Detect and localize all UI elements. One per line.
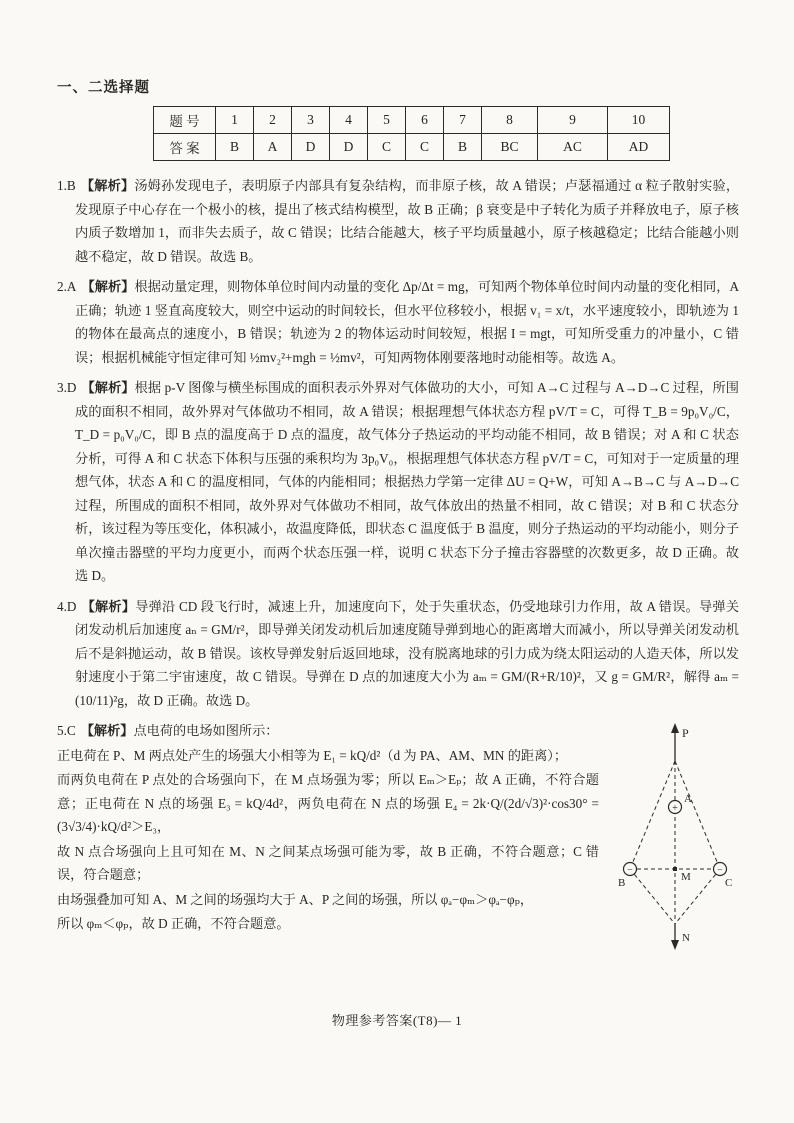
solution-5-paragraph: 故 N 点合场强向上且可知在 M、N 之间某点场强可能为零，故 B 正确，不符合题意；C 错误，符合题意； [57, 843, 599, 882]
solution-1 [57, 174, 739, 268]
field-arrow-up-head [671, 723, 679, 733]
solution-5-paragraph: 由场强叠加可知 A、M 之间的场强均大于 A、P 之间的场强，所以 φₐ−φₘ＞φₐ−φₚ， [57, 891, 534, 907]
solution-5-paragraph: 所以 φₘ＜φₚ，故 D 正确，不符合题意。 [57, 916, 290, 931]
section-title: 一、二选择题 [57, 80, 150, 96]
point-m-marker [673, 867, 677, 871]
solution-text: 导弹沿 CD 段飞行时，减速上升，加速度向下，处于失重状态，仍受地球引力作用，故 A 错误。导弹关闭发动机后加速度 aₙ = GM/r²，即导弹关闭发动机后加速度随导弹到地心的距离增大而减小，所以导弹关闭发动机后不是斜抛运动，故 B 错误。该枚导弹发射后返回地球，没有脱离地球的引力成为绕太阳运动的人造天体，所以发射速度小于第二宇宙速度，故 C 错误。导弹在 D 点的加速度大小为 aₘ = GM/(R+R/10)²，又 g = GM/R²，解得 aₘ = (10/11)²g，故 D 正确。故选 D。 [75, 598, 740, 708]
solution-5 [57, 719, 739, 944]
table-number-row-label: 题 号 [154, 107, 216, 134]
question-number: 4.D [57, 598, 77, 614]
label-c: C [725, 877, 733, 889]
answer-cell: AC [538, 134, 608, 161]
solution-5-paragraph: 正电荷在 P、M 两点处产生的场强大小相等为 E₁ = kQ/d²（d 为 PA、AM、MN 的距离）； [57, 747, 568, 763]
kite-edge-bn [630, 869, 675, 924]
page-footer: 物理参考答案(T8)— 1 [331, 1013, 463, 1028]
answer-cell: AD [608, 134, 670, 161]
page-content [57, 76, 739, 958]
plus-sign: + [672, 803, 678, 814]
label-m: M [681, 871, 691, 883]
answer-cell: B [444, 134, 482, 161]
charge-field-figure [611, 719, 739, 954]
answer-cell: A [254, 134, 292, 161]
solution-text: 根据动量定理，则物体单位时间内动量的变化 Δp/Δt = mg，可知两个物体单位时间内动量的变化相同，A 正确；轨迹 1 竖直高度较大，则空中运动的时间较长，但水平位移较小，根据 v₁ = x/t，水平速度较小，即轨迹为 1 的物体在最高点的速度小，B 错误；轨迹为 2 的物体运动时间较短，根据 I = mgt，可知所受重力的冲量小，C 错误；根据机械能守恒定律可知 ½mv₂²+mgh = ½mv²，可知两物体刚要落地时动能相等。故选 A。 [75, 279, 739, 365]
question-number-cell: 4 [330, 107, 368, 134]
solution-4 [57, 595, 739, 713]
solution-text: 汤姆孙发现电子，表明原子内部具有复杂结构，而非原子核，故 A 错误；卢瑟福通过 α 粒子散射实验，发现原子中心存在一个极小的核，提出了核式结构模型，故 B 正确；β 衰变是中子转化为质子并释放电子，原子核内质子数增加 1，而非失去质子，故 C 错误；比结合能越大，核子平均质量越小，原子核越稳定；比结合能越小则越不稳定，故 D 错误。故选 B。 [75, 178, 740, 264]
question-number-cell: 6 [406, 107, 444, 134]
answer-cell: BC [482, 134, 538, 161]
analysis-tag: 【解析】 [81, 598, 136, 614]
answer-cell: D [330, 134, 368, 161]
answer-cell: D [292, 134, 330, 161]
label-b: B [618, 877, 626, 889]
solution-3 [57, 376, 739, 588]
question-number: 1.B [57, 178, 76, 193]
question-number: 3.D [57, 380, 77, 395]
question-number-cell: 10 [608, 107, 670, 134]
solution-2 [57, 275, 739, 369]
question-number-cell: 3 [292, 107, 330, 134]
question-number-cell: 5 [368, 107, 406, 134]
question-number: 2.A [57, 279, 77, 294]
solution-text: 根据 p-V 图像与横坐标围成的面积表示外界对气体做功的大小，可知 A→C 过程与 A→D→C 过程，所围成的面积不相同，故外界对气体做功不相同，故 A 错误；根据理想气体状态方程 pV/T = C，可得 T_B = 9p₀V₀/C，T_D = p₀V₀/C，即 B 点的温度高于 D 点的温度，故气体分子热运动的平均动能不相同，故 B 错误；对 A 和 C 状态分析，可得 A 和 C 状态下体积与压强的乘积均为 3p₀V₀，根据理想气体状态方程 pV/T = C，可知对于一定质量的理想气体，状态 A 和 C 的温度相同，气体的内能相同；根据热力学第一定律 ΔU = Q+W，可知 A→B→C 与 A→D→C 过程，所围成的面积不相同，故外界对气体做功不相同，故气体放出的热量不相同，故 C 错误；对 B 和 C 状态分析，该过程为等压变化，体积减小，故温度降低，即状态 C 温度低于 B 温度，则分子热运动的平均动能小，则分子单次撞击器壁的平均力度更小，而两个状态压强一样，说明 C 状态下分子撞击容器壁的次数更多，故 D 正确。故选 D。 [75, 380, 739, 583]
solution-text: 点电荷的电场如图所示： [133, 723, 279, 738]
analysis-tag: 【解析】 [80, 723, 134, 738]
answer-cell: C [368, 134, 406, 161]
kite-edge-pb [630, 761, 675, 869]
label-n: N [682, 932, 690, 944]
answer-table-answer-row [154, 134, 670, 161]
answer-table-number-row [154, 107, 670, 134]
answer-cell: C [406, 134, 444, 161]
question-number-cell: 1 [216, 107, 254, 134]
label-p: P [682, 726, 689, 740]
question-number-cell: 8 [482, 107, 538, 134]
analysis-tag: 【解析】 [81, 279, 135, 294]
question-number: 5.C [57, 723, 76, 738]
minus-sign-c: − [717, 865, 723, 876]
analysis-tag: 【解析】 [80, 178, 135, 193]
field-arrow-down-head [671, 940, 679, 950]
kite-edge-pc [675, 761, 720, 869]
answer-table [153, 106, 670, 161]
table-answer-row-label: 答 案 [154, 134, 216, 161]
label-a: A [684, 793, 692, 805]
minus-sign-b: − [627, 865, 633, 876]
analysis-tag: 【解析】 [81, 380, 135, 395]
question-number-cell: 2 [254, 107, 292, 134]
question-number-cell: 9 [538, 107, 608, 134]
charge-field-diagram [614, 719, 736, 954]
question-number-cell: 7 [444, 107, 482, 134]
answer-cell: B [216, 134, 254, 161]
solution-5-paragraph: 而两负电荷在 P 点处的合场强向下，在 M 点场强为零；所以 Eₘ＞Eₚ；故 A 正确，不符合题意；正电荷在 N 点的场强 E₃ = kQ/4d²，两负电荷在 N 点的场强 E₄ = 2k·Q/(2d/√3)²·cos30° = (3√3/4)·kQ/d²＞E₃， [57, 772, 599, 834]
